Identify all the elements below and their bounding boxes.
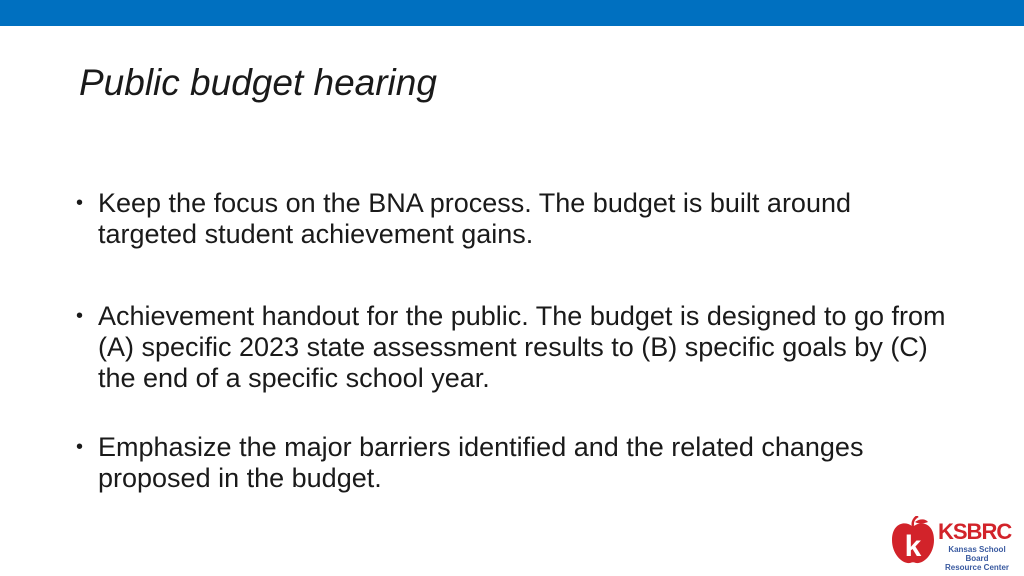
bullet-list bbox=[76, 188, 946, 494]
logo-subtitle-line: Resource Center bbox=[944, 563, 1010, 572]
slide-title: Public budget hearing bbox=[79, 62, 437, 103]
logo-subtitle bbox=[940, 545, 1014, 572]
bullet-marker: • bbox=[76, 192, 84, 214]
bullet-marker: • bbox=[76, 436, 84, 458]
logo-subtitle-line: Kansas School Board bbox=[948, 545, 1006, 563]
bullet-item bbox=[76, 188, 946, 250]
bullet-marker: • bbox=[76, 305, 84, 327]
apple-letter: k bbox=[904, 530, 922, 563]
logo-name: KSBRC bbox=[938, 519, 1012, 544]
bullet-text: Emphasize the major barriers identified and the related changes proposed in the budget. bbox=[98, 432, 864, 493]
ksbrc-logo bbox=[890, 516, 1014, 572]
bullet-text: Keep the focus on the BNA process. The budget is built around targeted student achievement gains. bbox=[98, 188, 851, 249]
bullet-text: Achievement handout for the public. The budget is designed to go from (A) specific 2023 state assessment results to (B) specific goals by (C) the end of a specific school year. bbox=[98, 301, 946, 393]
apple-icon bbox=[890, 516, 936, 566]
bullet-item bbox=[76, 301, 946, 394]
top-accent-bar bbox=[0, 0, 1024, 26]
bullet-item bbox=[76, 432, 946, 494]
